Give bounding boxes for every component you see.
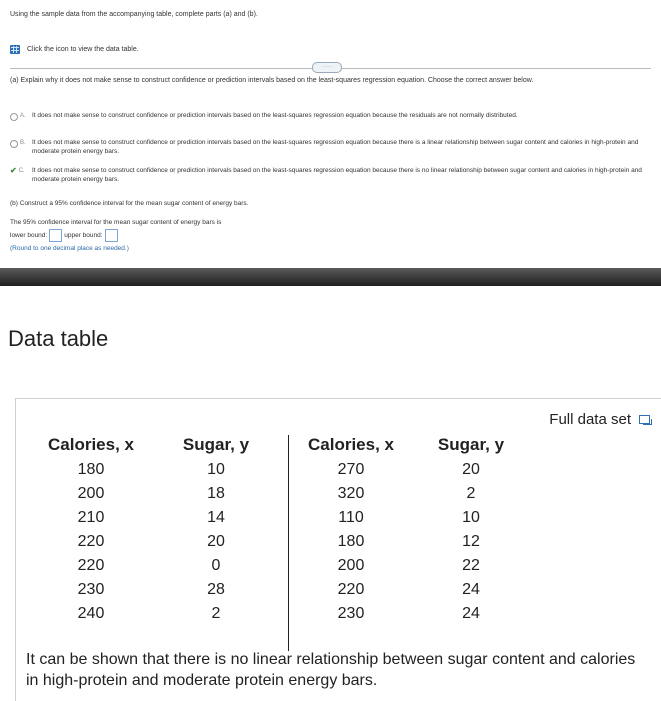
column-header: Calories, x: [308, 435, 394, 454]
column-sugar-1: [166, 435, 266, 629]
table-cell: 18: [207, 485, 225, 502]
table-grid-icon[interactable]: [10, 45, 20, 54]
table-cell: 220: [337, 581, 365, 598]
screen-gap: [0, 268, 661, 286]
option-letter: C.: [18, 168, 25, 174]
option-c[interactable]: [10, 167, 650, 184]
part-b-statement: The 95% confidence interval for the mean sugar content of energy bars is: [10, 219, 222, 226]
full-data-set-link[interactable]: [549, 411, 652, 428]
lower-bound-label: lower bound:: [10, 232, 48, 240]
expand-handle[interactable]: ·····: [312, 62, 342, 73]
copy-icon[interactable]: [639, 415, 652, 425]
table-cell: 14: [207, 509, 225, 526]
data-table-title: Data table: [8, 326, 109, 351]
option-letter: B.: [20, 140, 26, 146]
question-panel: [0, 0, 661, 268]
part-a-prompt: (a) Explain why it does not make sense to construct confidence or prediction intervals based on the least-squares regression equation. Choose the correct answer below.: [10, 77, 534, 84]
table-cell: 12: [462, 533, 480, 550]
table-cell: 210: [77, 509, 105, 526]
table-cell: 20: [207, 533, 225, 550]
option-a[interactable]: [10, 112, 650, 121]
table-cell: 320: [337, 485, 365, 502]
option-text: It does not make sense to construct confidence or prediction intervals based on the least-squares regression equation because there is no linear relationship between sugar content and calories in high-protein and moderate protein energy bars.: [32, 167, 642, 183]
part-b-prompt: (b) Construct a 95% confidence interval for the mean sugar content of energy bars.: [10, 200, 249, 207]
table-cell: 180: [337, 533, 365, 550]
data-table-card: [15, 398, 661, 701]
table-cell: 10: [207, 461, 225, 478]
table-cell: 2: [211, 605, 221, 622]
upper-bound-input[interactable]: [105, 229, 118, 242]
table-cell: 200: [337, 557, 365, 574]
table-cell: 0: [211, 557, 221, 574]
table-cell: 270: [337, 461, 365, 478]
full-data-set-label[interactable]: Full data set: [549, 411, 631, 428]
radio-icon[interactable]: [10, 140, 18, 148]
upper-bound-label: upper bound:: [64, 232, 103, 240]
table-cell: 220: [77, 533, 105, 550]
table-cell: 220: [77, 557, 105, 574]
column-header: Calories, x: [48, 435, 134, 454]
table-note: It can be shown that there is no linear relationship between sugar content and calories in high-protein and moderate protein energy bars.: [26, 651, 636, 689]
table-cell: 110: [338, 509, 364, 526]
table-cell: 22: [462, 557, 480, 574]
table-cell: 200: [77, 485, 105, 502]
column-divider: [288, 435, 289, 651]
table-cell: 20: [462, 461, 480, 478]
lower-bound-input[interactable]: [49, 229, 62, 242]
option-text: It does not make sense to construct confidence or prediction intervals based on the least-squares regression equation because there is a linear relationship between sugar content and calories in high-protein and moderate protein energy bars.: [32, 139, 639, 155]
option-text: It does not make sense to construct confidence or prediction intervals based on the least-squares regression equation because the residuals are not normally distributed.: [32, 112, 518, 119]
table-cell: 24: [462, 581, 480, 598]
round-hint: (Round to one decimal place as needed.): [10, 245, 129, 252]
table-cell: 24: [462, 605, 480, 622]
option-letter: A.: [20, 113, 26, 119]
column-calories-1: [36, 435, 146, 629]
radio-icon[interactable]: [10, 113, 18, 121]
question-intro: Using the sample data from the accompanying table, complete parts (a) and (b).: [10, 11, 258, 18]
column-header: Sugar, y: [437, 435, 505, 454]
table-cell: 10: [462, 509, 480, 526]
checkmark-icon[interactable]: ✔: [10, 166, 17, 175]
table-cell: 28: [207, 581, 225, 598]
data-table-link[interactable]: [10, 45, 139, 54]
table-cell: 240: [77, 605, 105, 622]
bounds-row: [10, 229, 120, 242]
data-table-link-text[interactable]: Click the icon to view the data table.: [27, 46, 139, 53]
column-header: Sugar, y: [182, 435, 250, 454]
table-cell: 2: [466, 485, 476, 502]
data-table-panel: [0, 286, 661, 700]
table-cell: 230: [77, 581, 105, 598]
column-calories-2: [296, 435, 406, 629]
table-cell: 180: [77, 461, 105, 478]
option-b[interactable]: [10, 139, 650, 156]
table-cell: 230: [337, 605, 365, 622]
column-sugar-2: [421, 435, 521, 629]
